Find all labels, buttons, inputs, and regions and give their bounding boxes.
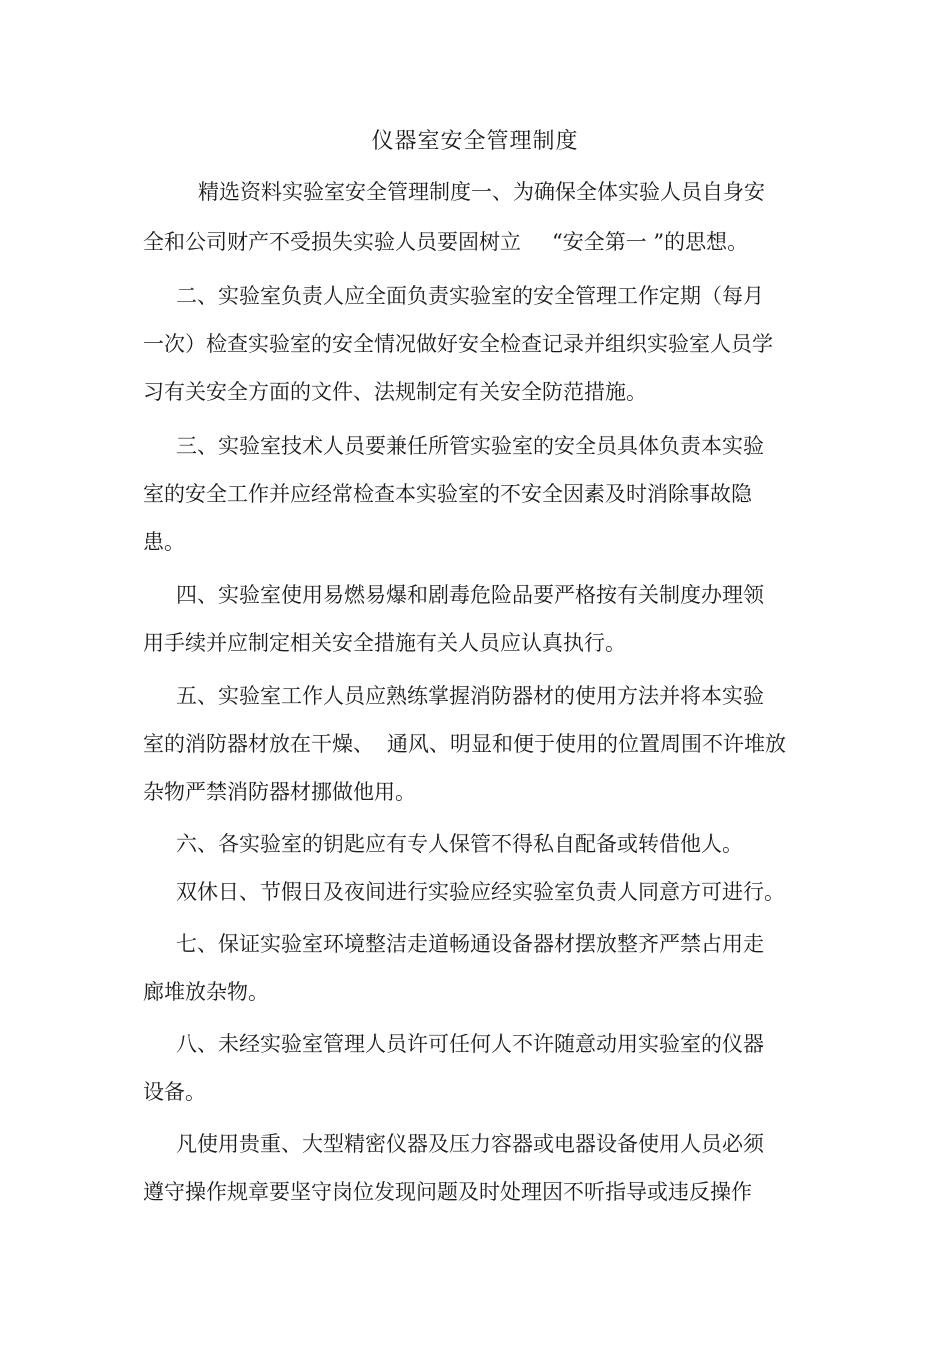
paragraph-line: 一次）检查实验室的安全情况做好安全检查记录并组织实验室人员学 xyxy=(143,332,773,356)
paragraph-line: 习有关安全方面的文件、法规制定有关安全防范措施。 xyxy=(143,380,647,404)
paragraph-line: 通风、明显和便于使用的位置周围不许堆放 xyxy=(387,732,786,756)
paragraph-line: 全和公司财产不受损失实验人员要固树立 xyxy=(143,230,521,254)
paragraph-line: 杂物严禁消防器材挪做他用。 xyxy=(143,780,416,804)
paragraph-line: 二、实验室负责人应全面负责实验室的安全管理工作定期（每月 xyxy=(176,284,764,308)
paragraph-line: 遵守操作规章要坚守岗位发现问题及时处理因不听指导或违反操作 xyxy=(143,1180,752,1204)
paragraph-line: 患。 xyxy=(143,530,185,554)
paragraph-line: 凡使用贵重、大型精密仪器及压力容器或电器设备使用人员必须 xyxy=(176,1132,764,1156)
paragraph-line: 三、实验室技术人员要兼任所管实验室的安全员具体负责本实验 xyxy=(176,434,764,458)
paragraph-line: 廊堆放杂物。 xyxy=(143,980,269,1004)
document-title: 仪器室安全管理制度 xyxy=(371,129,579,154)
paragraph-line: 设备。 xyxy=(143,1080,206,1104)
paragraph-line: 五、实验室工作人员应熟练掌握消防器材的使用方法并将本实验 xyxy=(176,684,764,708)
paragraph-line: 双休日、节假日及夜间进行实验应经实验室负责人同意方可进行。 xyxy=(176,880,785,904)
paragraph-line: 室的消防器材放在干燥、 xyxy=(143,732,374,756)
paragraph-line: 用手续并应制定相关安全措施有关人员应认真执行。 xyxy=(143,631,626,655)
paragraph-line: 七、保证实验室环境整洁走道畅通设备器材摆放整齐严禁占用走 xyxy=(176,932,764,956)
paragraph-line: 精选资料实验室安全管理制度一、为确保全体实验人员自身安 xyxy=(198,180,765,204)
paragraph-line: 八、未经实验室管理人员许可任何人不许随意动用实验室的仪器 xyxy=(176,1032,764,1056)
paragraph-line: 室的安全工作并应经常检查本实验室的不安全因素及时消除事故隐 xyxy=(143,482,752,506)
paragraph-line: 四、实验室使用易燃易爆和剧毒危险品要严格按有关制度办理领 xyxy=(176,583,764,607)
paragraph-line: 六、各实验室的钥匙应有专人保管不得私自配备或转借他人。 xyxy=(176,832,743,856)
paragraph-line: “安全第一 ”的思想。 xyxy=(552,230,749,254)
